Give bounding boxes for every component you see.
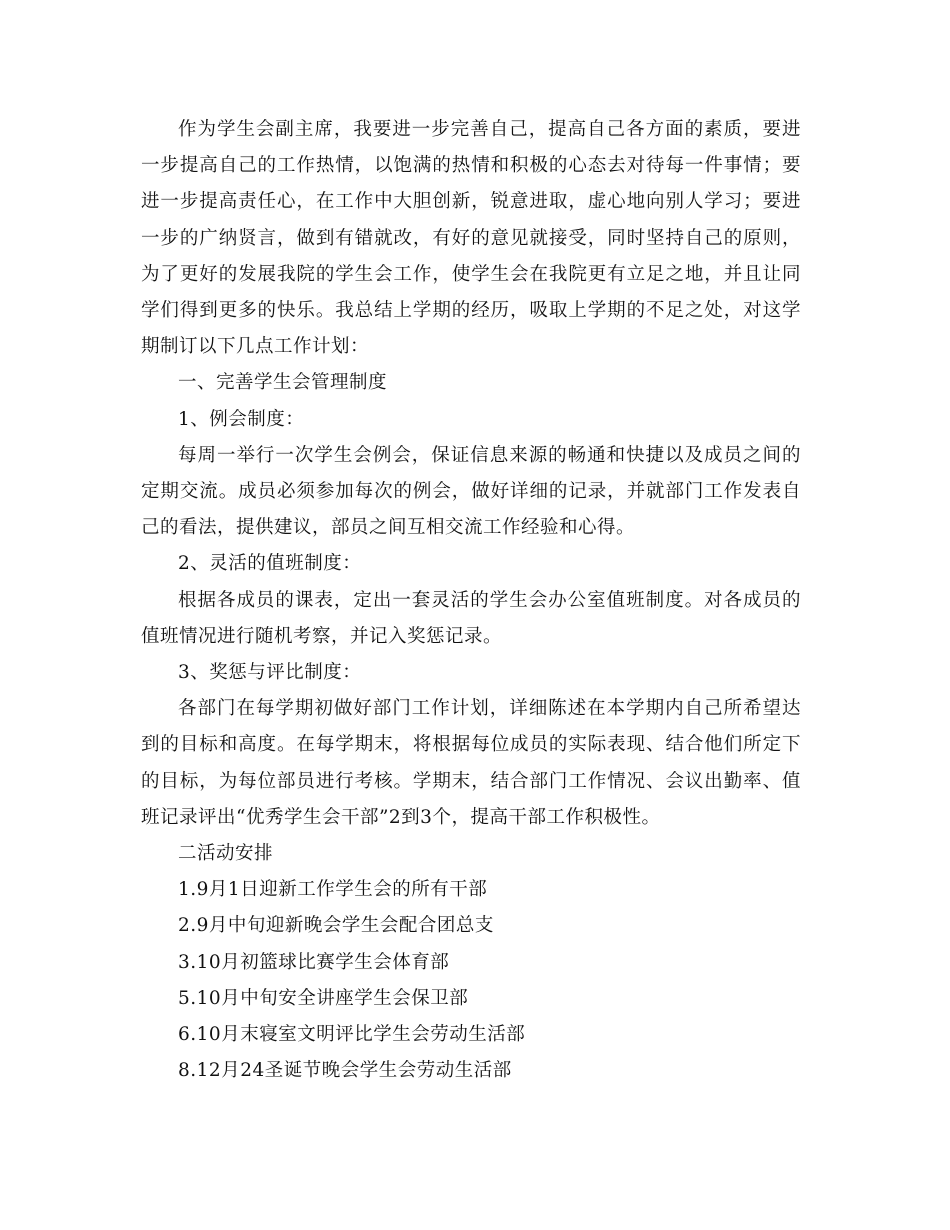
document-body — [141, 112, 801, 1089]
activity-item: 6.10月末寝室文明评比学生会劳动生活部 — [178, 1024, 526, 1046]
duty-system-paragraph: 根据各成员的课表，定出一套灵活的学生会办公室值班制度。对各成员的值班情况进行随机考察，并记入奖惩记录。 — [141, 589, 801, 647]
subheading-reward-system: 3、奖惩与评比制度： — [178, 662, 362, 684]
reward-system-paragraph: 各部门在每学期初做好部门工作计划，详细陈述在本学期内自己所希望达到的目标和高度。在每学期末，将根据每位成员的实际表现、结合他们所定下的目标，为每位部员进行考核。学期末，结合部门工作情况、会议出勤率、值班记录评出“优秀学生会干部”2到3个，提高干部工作积极性。 — [141, 698, 801, 828]
activity-item: 1.9月1日迎新工作学生会的所有干部 — [178, 879, 488, 901]
subheading-duty-system: 2、灵活的值班制度： — [178, 553, 362, 575]
intro-paragraph: 作为学生会副主席，我要进一步完善自己，提高自己各方面的素质，要进一步提高自己的工作热情，以饱满的热情和积极的心态去对待每一件事情；要进一步提高责任心，在工作中大胆创新，锐意进取，虚心地向别人学习；要进一步的广纳贤言，做到有错就改，有好的意见就接受，同时坚持自己的原则，为了更好的发展我院的学生会工作，使学生会在我院更有立足之地，并且让同学们得到更多的快乐。我总结上学期的经历，吸取上学期的不足之处，对这学期制订以下几点工作计划： — [141, 119, 801, 358]
activity-item: 2.9月中旬迎新晚会学生会配合团总支 — [178, 915, 494, 937]
section-heading-management: 一、完善学生会管理制度 — [178, 372, 388, 394]
section-heading-activities: 二活动安排 — [178, 843, 274, 865]
activity-item: 8.12月24圣诞节晚会学生会劳动生活部 — [178, 1060, 512, 1082]
activity-item: 3.10月初篮球比赛学生会体育部 — [178, 951, 450, 973]
activity-item: 5.10月中旬安全讲座学生会保卫部 — [178, 987, 469, 1009]
meeting-system-paragraph: 每周一举行一次学生会例会，保证信息来源的畅通和快捷以及成员之间的定期交流。成员必须参加每次的例会，做好详细的记录，并就部门工作发表自己的看法，提供建议，部员之间互相交流工作经验和心得。 — [141, 444, 801, 539]
subheading-meeting-system: 1、例会制度： — [178, 408, 305, 430]
